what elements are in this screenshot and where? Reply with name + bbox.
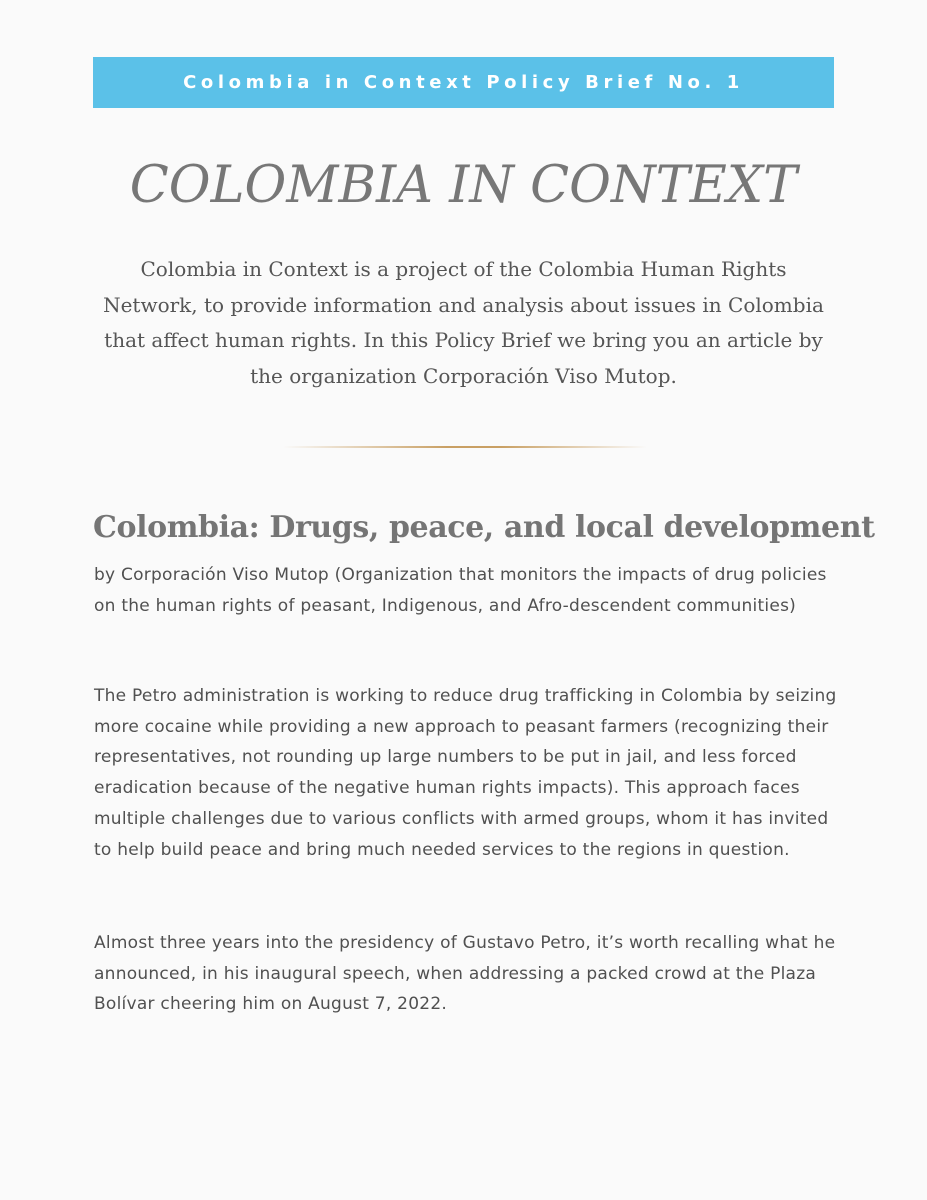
article-paragraph-1: The Petro administration is working to reduce drug trafficking in Colombia by seizing more cocaine while providing a new approach to peasant farmers (recognizing their representatives, not rounding up large numbers to be put in jail, and less forced eradication because of the negative human rights impacts). This approach faces multiple challenges due to various conflicts with armed groups, whom it has invited to help build peace and bring much needed services to the regions in question. — [94, 686, 837, 860]
gold-divider — [283, 446, 647, 448]
article-title: Colombia: Drugs, peace, and local development — [93, 510, 875, 545]
article-byline: by Corporación Viso Mutop (Organization that monitors the impacts of drug policies on the human rights of peasant, Indigenous, and Afro-descendent communities) — [94, 565, 827, 616]
article-paragraph-2: Almost three years into the presidency of Gustavo Petro, it’s worth recalling what he announced, in his inaugural speech, when addressing a packed crowd at the Plaza Bolívar cheering him on August 7, 2022. — [94, 933, 836, 1015]
intro-paragraph: Colombia in Context is a project of the Colombia Human Rights Network, to provide information and analysis about issues in Colombia that affect human rights. In this Policy Brief we bring you an article by the organization Corporación Viso Mutop. — [103, 257, 824, 388]
policy-brief-banner — [93, 57, 834, 108]
page-title: COLOMBIA IN CONTEXT — [129, 156, 798, 215]
banner-text: Colombia in Context Policy Brief No. 1 — [183, 72, 744, 93]
